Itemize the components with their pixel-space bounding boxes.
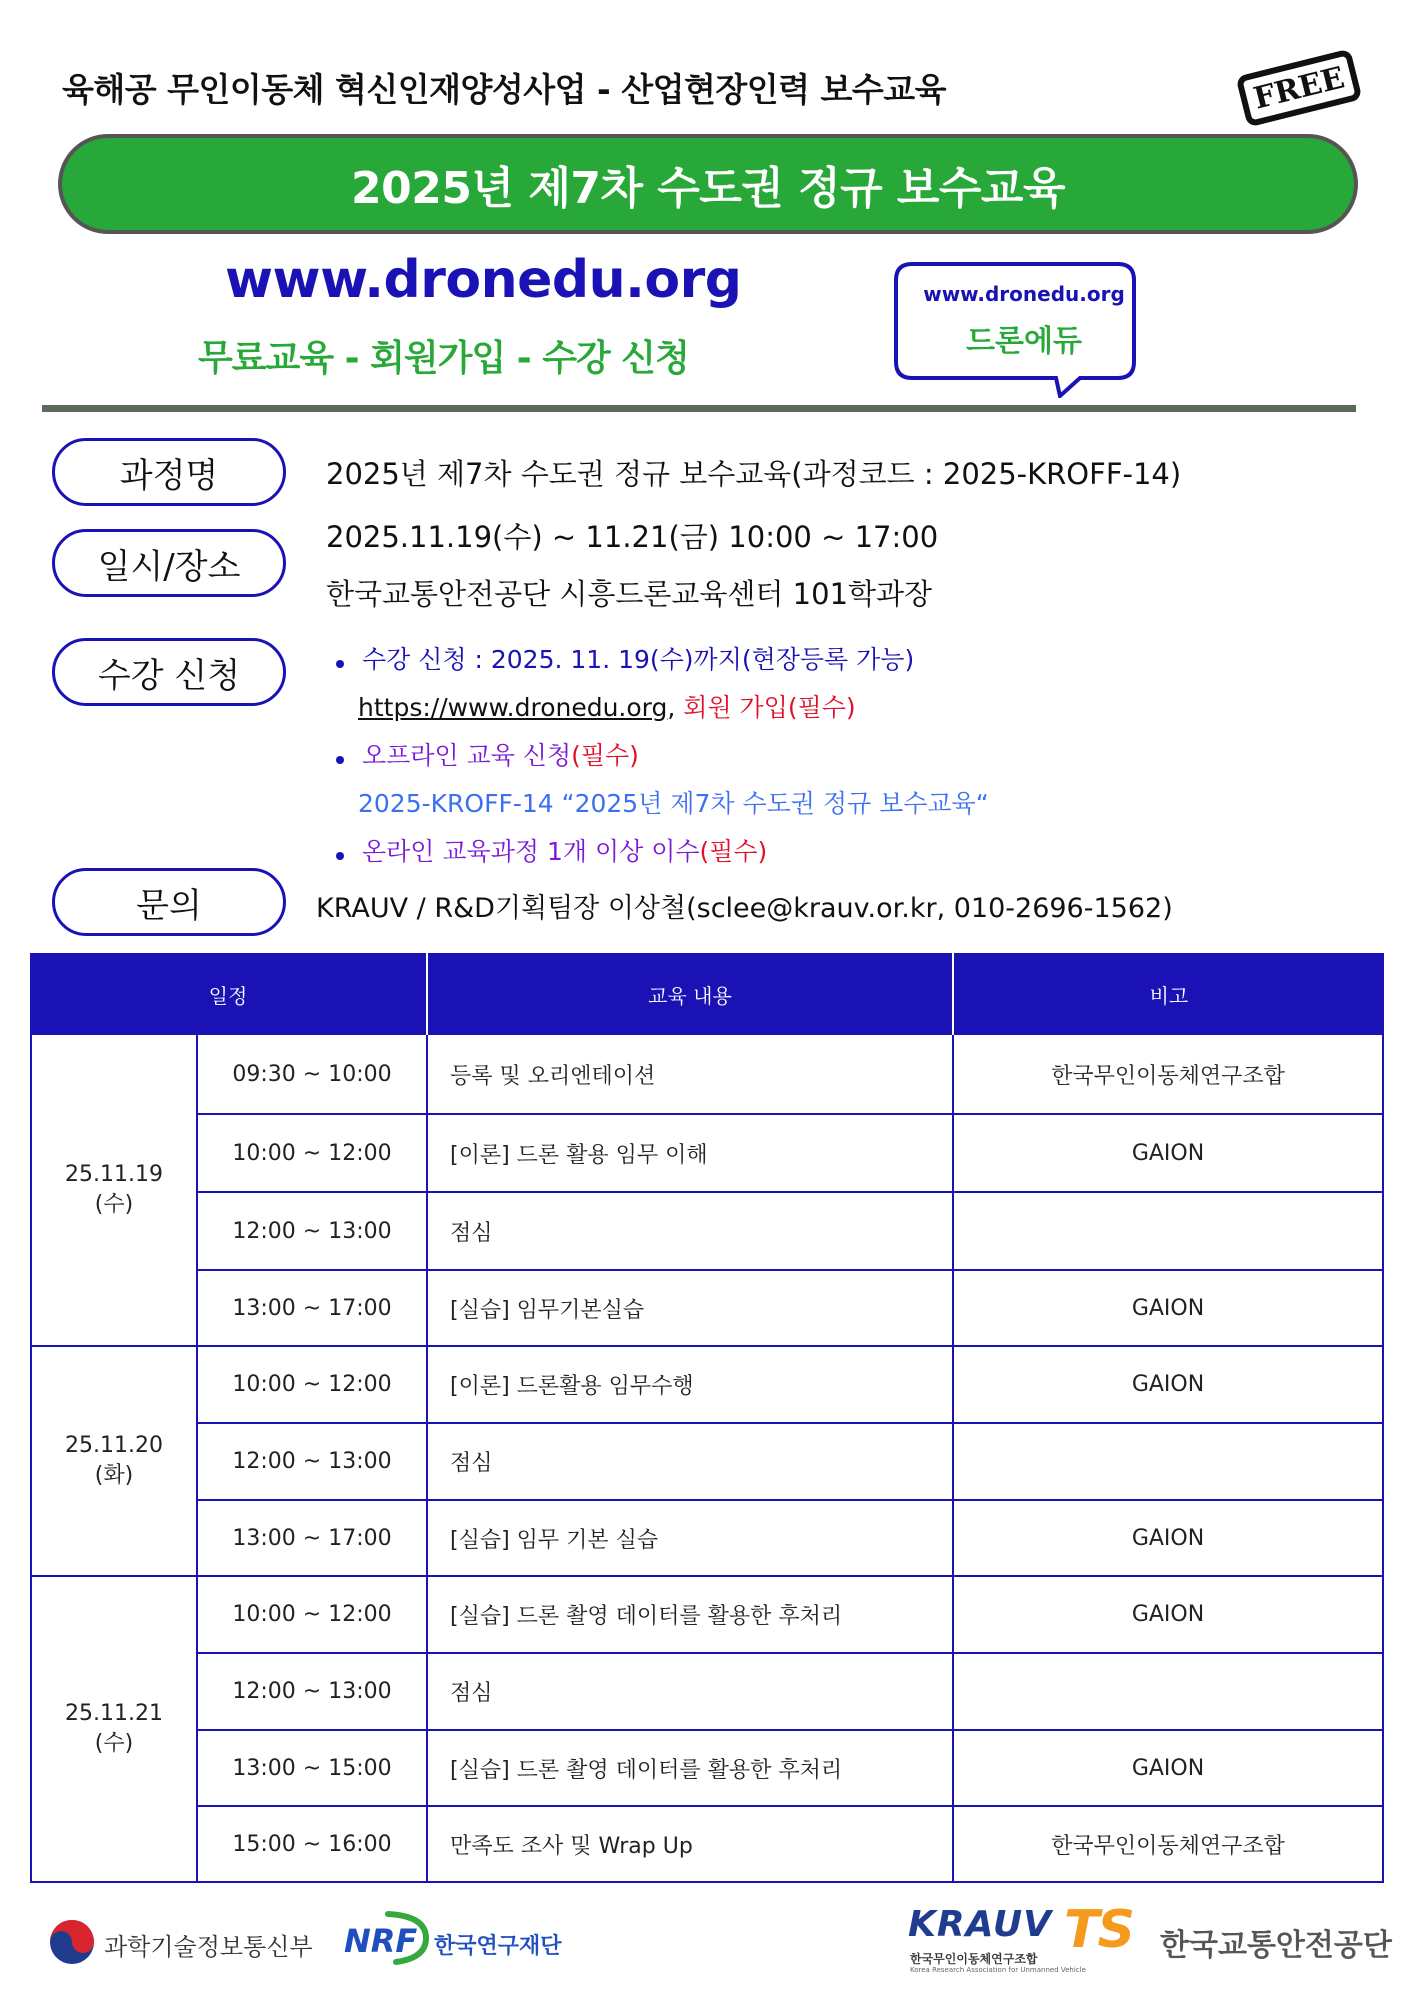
bullet-dot-icon	[336, 852, 344, 860]
day-weekday: (화)	[94, 1463, 134, 1488]
row-time: 13:00 ~ 15:00	[198, 1731, 428, 1807]
row-content: [실습] 임무기본실습	[428, 1271, 954, 1347]
day-date: 25.11.20	[65, 1433, 163, 1458]
promo-tagline: 무료교육 - 회원가입 - 수강 신청	[198, 338, 689, 379]
row-note: 한국무인이동체연구조합	[954, 1035, 1384, 1115]
row-time: 10:00 ~ 12:00	[198, 1115, 428, 1193]
page-title: 육해공 무인이동체 혁신인재양성사업 - 산업현장인력 보수교육	[62, 70, 946, 109]
row-content: 점심	[428, 1424, 954, 1501]
apply-comma: ,	[667, 693, 676, 722]
row-time: 13:00 ~ 17:00	[198, 1271, 428, 1347]
offline-apply-text: 오프라인 교육 신청	[362, 741, 572, 770]
online-required: (필수)	[699, 837, 768, 866]
ts-logo: TS	[1064, 1900, 1133, 1960]
apply-deadline: 수강 신청 : 2025. 11. 19(수)까지(현장등록 가능)	[362, 645, 915, 674]
row-note: GAION	[954, 1271, 1384, 1347]
krauv-korean: 한국무인이동체연구조합	[910, 1952, 1038, 1966]
row-content: [실습] 드론 촬영 데이터를 활용한 후처리	[428, 1731, 954, 1807]
ts-name: 한국교통안전공단	[1160, 1928, 1392, 1963]
krauv-logo: KRAUV	[908, 1904, 1052, 1945]
row-content: 점심	[428, 1193, 954, 1271]
apply-link[interactable]: https://www.dronedu.org	[358, 693, 668, 722]
row-time: 15:00 ~ 16:00	[198, 1807, 428, 1883]
course-banner: 2025년 제7차 수도권 정규 보수교육	[58, 134, 1358, 234]
nrf-logo: NRF	[344, 1922, 418, 1960]
day-cell	[30, 1577, 198, 1883]
bullet-dot-icon	[336, 660, 344, 668]
nrf-swoosh-icon	[382, 1908, 432, 1966]
row-time: 12:00 ~ 13:00	[198, 1654, 428, 1731]
row-content: [실습] 임무 기본 실습	[428, 1501, 954, 1577]
row-note: 한국무인이동체연구조합	[954, 1807, 1384, 1883]
msit-logo-icon	[48, 1918, 96, 1966]
day-weekday: (수)	[94, 1192, 134, 1217]
row-note: GAION	[954, 1347, 1384, 1424]
row-content: [실습] 드론 촬영 데이터를 활용한 후처리	[428, 1577, 954, 1654]
row-time: 13:00 ~ 17:00	[198, 1501, 428, 1577]
member-required: 회원 가입(필수)	[675, 693, 856, 722]
row-content: [이론] 드론활용 임무수행	[428, 1347, 954, 1424]
contact-value: KRAUV / R&D기획팀장 이상철(sclee@krauv.or.kr, 010-2696-1562)	[316, 893, 1173, 924]
row-note	[954, 1193, 1384, 1271]
apply-label: 수강 신청	[52, 638, 286, 706]
row-note: GAION	[954, 1501, 1384, 1577]
day-date: 25.11.21	[65, 1701, 163, 1726]
row-time: 10:00 ~ 12:00	[198, 1347, 428, 1424]
online-apply-text: 온라인 교육과정 1개 이상 이수	[362, 837, 700, 866]
offline-course-code: 2025-KROFF-14 “2025년 제7차 수도권 정규 보수교육“	[358, 789, 989, 818]
day-cell	[30, 1347, 198, 1577]
section-divider	[42, 405, 1356, 412]
datetime-label: 일시/장소	[52, 529, 286, 597]
row-time: 12:00 ~ 13:00	[198, 1424, 428, 1501]
header-note: 비고	[954, 953, 1384, 1035]
free-badge: FREE	[1235, 48, 1362, 127]
nrf-name: 한국연구재단	[434, 1934, 562, 1959]
day-date: 25.11.19	[65, 1162, 163, 1187]
row-time: 09:30 ~ 10:00	[198, 1035, 428, 1115]
day-weekday: (수)	[94, 1731, 134, 1756]
row-time: 12:00 ~ 13:00	[198, 1193, 428, 1271]
bubble-brand: 드론에듀	[966, 324, 1082, 359]
course-name-label: 과정명	[52, 438, 286, 506]
row-note: GAION	[954, 1577, 1384, 1654]
bullet-dot-icon	[336, 756, 344, 764]
website-url[interactable]: www.dronedu.org	[225, 250, 742, 310]
offline-required: (필수)	[571, 741, 639, 770]
row-content: 등록 및 오리엔테이션	[428, 1035, 954, 1115]
place-value: 한국교통안전공단 시흥드론교육센터 101학과장	[326, 577, 933, 611]
msit-name: 과학기술정보통신부	[104, 1933, 313, 1961]
row-content: 만족도 조사 및 Wrap Up	[428, 1807, 954, 1883]
bubble-url[interactable]: www.dronedu.org	[923, 282, 1125, 306]
krauv-english: Korea Research Association for Unmanned Vehicle	[910, 1966, 1086, 1974]
online-apply	[362, 832, 767, 868]
contact-label: 문의	[52, 868, 286, 936]
course-name-value: 2025년 제7차 수도권 정규 보수교육(과정코드 : 2025-KROFF-14)	[326, 457, 1182, 491]
row-note	[954, 1654, 1384, 1731]
row-note: GAION	[954, 1731, 1384, 1807]
header-content: 교육 내용	[428, 953, 954, 1035]
datetime-value: 2025.11.19(수) ~ 11.21(금) 10:00 ~ 17:00	[326, 520, 939, 554]
row-content: 점심	[428, 1654, 954, 1731]
row-content: [이론] 드론 활용 임무 이해	[428, 1115, 954, 1193]
row-time: 10:00 ~ 12:00	[198, 1577, 428, 1654]
day-cell	[30, 1035, 198, 1347]
header-schedule: 일정	[30, 953, 428, 1035]
offline-apply	[362, 736, 639, 772]
row-note	[954, 1424, 1384, 1501]
row-note: GAION	[954, 1115, 1384, 1193]
apply-link-line	[358, 688, 856, 724]
